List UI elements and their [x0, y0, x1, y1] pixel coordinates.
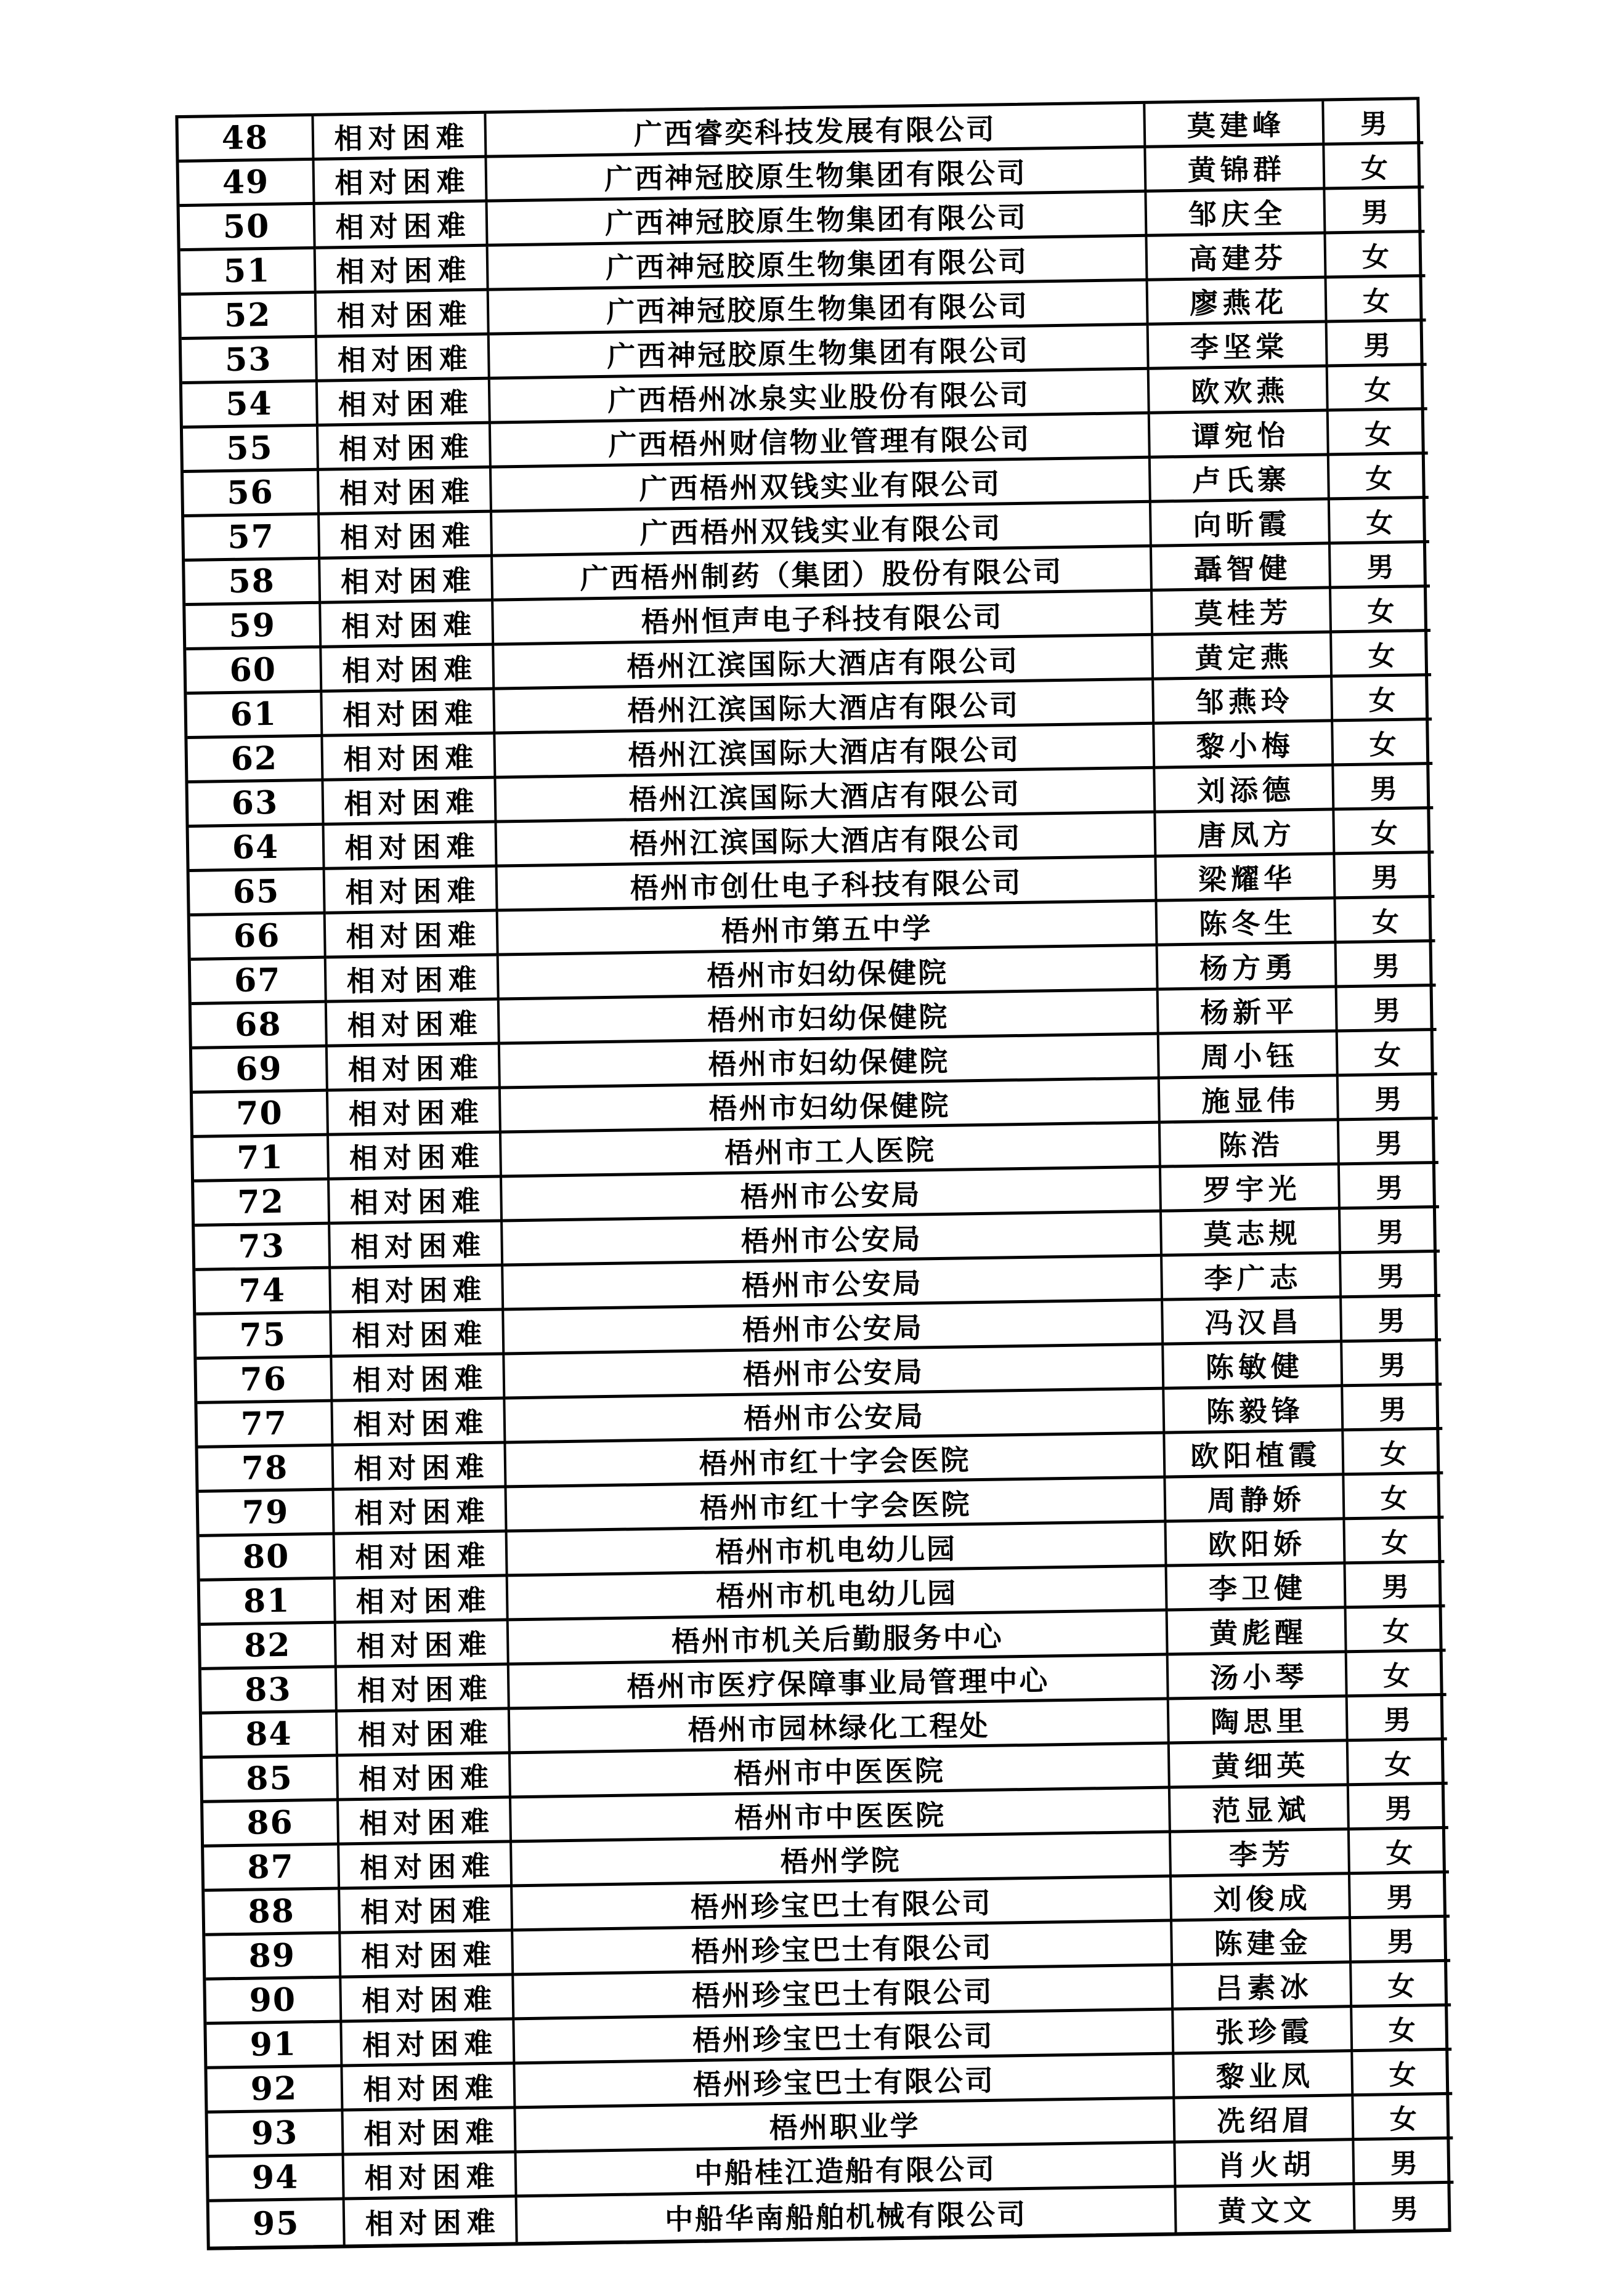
gender-cell: 男	[1331, 543, 1430, 589]
gender-cell: 女	[1353, 2051, 1452, 2096]
person-name-cell: 欧阳娇	[1166, 1520, 1345, 1567]
gender-cell: 男	[1341, 1253, 1440, 1298]
company-cell: 广西神冠胶原生物集团有限公司	[488, 193, 1148, 247]
person-name-cell: 欧阳植霞	[1165, 1431, 1344, 1478]
person-name-cell: 欧欢燕	[1150, 367, 1329, 414]
person-name-cell: 聶智健	[1152, 544, 1331, 591]
status-cell: 相对困难	[333, 1399, 506, 1446]
person-name-cell: 莫桂芳	[1153, 589, 1332, 636]
row-number-cell: 90	[206, 1979, 342, 2025]
gender-cell: 女	[1352, 1962, 1451, 2008]
status-cell: 相对困难	[317, 291, 490, 338]
company-cell: 广西神冠胶原生物集团有限公司	[487, 148, 1146, 203]
status-cell: 相对困难	[337, 1665, 510, 1712]
gender-cell: 女	[1325, 144, 1424, 190]
company-cell: 梧州学院	[512, 1833, 1172, 1887]
status-cell: 相对困难	[336, 1621, 509, 1668]
status-cell: 相对困难	[339, 1843, 513, 1890]
company-cell: 广西梧州制药（集团）股份有限公司	[493, 548, 1153, 602]
status-cell: 相对困难	[342, 2020, 515, 2067]
company-cell: 梧州市妇幼保健院	[500, 1035, 1160, 1089]
company-cell: 广西神冠胶原生物集团有限公司	[489, 237, 1148, 291]
row-number-cell: 66	[190, 915, 327, 961]
row-number-cell: 67	[191, 959, 327, 1005]
row-number-cell: 64	[189, 826, 325, 872]
status-cell: 相对困难	[338, 1710, 511, 1756]
row-number-cell: 91	[206, 2023, 343, 2069]
person-name-cell: 莫建峰	[1145, 102, 1325, 148]
status-cell: 相对困难	[331, 1311, 505, 1357]
gender-cell: 男	[1348, 1696, 1447, 1742]
gender-cell: 女	[1328, 366, 1427, 411]
row-number-cell: 65	[190, 870, 326, 916]
company-cell: 梧州江滨国际大酒店有限公司	[495, 725, 1155, 779]
status-cell: 相对困难	[319, 424, 492, 471]
status-cell: 相对困难	[339, 1798, 512, 1845]
gender-cell: 女	[1331, 588, 1430, 633]
row-number-cell: 61	[187, 693, 323, 739]
person-name-cell: 陈浩	[1161, 1121, 1340, 1168]
company-cell: 广西神冠胶原生物集团有限公司	[489, 281, 1149, 336]
company-cell: 梧州市园林绿化工程处	[510, 1700, 1170, 1755]
gender-cell: 男	[1351, 1918, 1450, 1963]
company-cell: 梧州市中医医院	[511, 1789, 1171, 1843]
status-cell: 相对困难	[328, 1045, 501, 1092]
gender-cell: 男	[1342, 1341, 1442, 1387]
person-name-cell: 施显伟	[1160, 1077, 1339, 1123]
status-cell: 相对困难	[330, 1178, 503, 1224]
company-cell: 梧州珍宝巴士有限公司	[513, 1877, 1172, 1931]
row-number-cell: 95	[209, 2200, 346, 2246]
row-number-cell: 52	[181, 294, 317, 340]
company-cell: 梧州市创仕电子科技有限公司	[498, 858, 1158, 912]
gender-cell: 女	[1332, 632, 1431, 677]
company-cell: 梧州市妇幼保健院	[501, 1080, 1161, 1134]
status-cell: 相对困难	[320, 557, 493, 604]
gender-cell: 男	[1349, 1785, 1448, 1830]
row-number-cell: 60	[186, 649, 322, 695]
gender-cell: 男	[1350, 1874, 1450, 1919]
gender-cell: 女	[1333, 676, 1432, 722]
person-name-cell: 黄细英	[1170, 1742, 1349, 1789]
company-cell: 梧州市妇幼保健院	[499, 947, 1159, 1001]
person-name-cell: 黄锦群	[1146, 145, 1325, 192]
person-name-cell: 邹燕玲	[1154, 677, 1333, 724]
gender-cell: 女	[1333, 721, 1432, 766]
row-number-cell: 55	[183, 427, 319, 473]
status-cell: 相对困难	[325, 868, 498, 915]
status-cell: 相对困难	[341, 1931, 514, 1978]
row-number-cell: 78	[198, 1447, 335, 1493]
company-cell: 梧州市医疗保障事业局管理中心	[509, 1656, 1169, 1710]
gender-cell: 女	[1345, 1519, 1444, 1564]
person-name-cell: 罗宇光	[1161, 1165, 1341, 1212]
row-number-cell: 58	[185, 560, 321, 606]
status-cell: 相对困难	[328, 1089, 501, 1136]
person-name-cell: 冯汉昌	[1163, 1298, 1342, 1345]
row-number-cell: 81	[200, 1580, 336, 1626]
status-cell: 相对困难	[333, 1444, 506, 1490]
status-cell: 相对困难	[331, 1266, 504, 1313]
person-name-cell: 李芳	[1171, 1830, 1350, 1877]
status-cell: 相对困难	[340, 1887, 513, 1934]
gender-cell: 女	[1350, 1829, 1449, 1875]
gender-cell: 女	[1334, 809, 1434, 855]
row-number-cell: 62	[187, 737, 323, 783]
row-number-cell: 51	[181, 249, 317, 296]
company-cell: 梧州市工人医院	[501, 1124, 1161, 1178]
person-name-cell: 唐凤方	[1156, 810, 1335, 857]
row-number-cell: 53	[182, 338, 318, 384]
company-cell: 中船桂江造船有限公司	[517, 2143, 1177, 2197]
person-name-cell: 向昕霞	[1151, 500, 1331, 547]
status-cell: 相对困难	[344, 2109, 517, 2156]
company-cell: 梧州市机电幼儿园	[508, 1567, 1168, 1622]
person-name-cell: 陈冬生	[1158, 899, 1337, 946]
company-cell: 广西梧州财信物业管理有限公司	[491, 414, 1151, 469]
row-number-cell: 76	[197, 1358, 333, 1404]
gender-cell: 男	[1334, 765, 1433, 810]
person-name-cell: 吕素冰	[1173, 1963, 1352, 2010]
person-name-cell: 李卫健	[1167, 1564, 1347, 1611]
status-cell: 相对困难	[316, 247, 489, 294]
person-name-cell: 周小钰	[1159, 1032, 1339, 1079]
person-name-cell: 汤小琴	[1169, 1653, 1348, 1700]
gender-cell: 女	[1347, 1652, 1447, 1697]
row-number-cell: 94	[209, 2156, 345, 2202]
company-cell: 梧州市公安局	[503, 1213, 1163, 1267]
status-cell: 相对困难	[329, 1133, 502, 1180]
person-name-cell: 黄文文	[1176, 2185, 1355, 2232]
status-cell: 相对困难	[321, 602, 494, 649]
row-number-cell: 49	[179, 161, 315, 207]
company-cell: 梧州市公安局	[503, 1257, 1163, 1311]
row-number-cell: 84	[202, 1713, 338, 1759]
gender-cell: 男	[1337, 942, 1436, 988]
person-name-cell: 陶思里	[1169, 1697, 1349, 1744]
person-name-cell: 周静娇	[1166, 1476, 1345, 1522]
person-name-cell: 范显斌	[1171, 1786, 1350, 1833]
gender-cell: 男	[1324, 100, 1423, 145]
gender-cell: 男	[1339, 1075, 1438, 1121]
row-number-cell: 89	[205, 1934, 341, 1981]
status-cell: 相对困难	[323, 735, 496, 782]
gender-cell: 女	[1352, 2007, 1451, 2052]
gender-cell: 男	[1339, 1120, 1438, 1165]
gender-cell: 男	[1354, 2140, 1453, 2185]
person-name-cell: 陈建金	[1172, 1919, 1352, 1966]
status-cell: 相对困难	[325, 823, 498, 870]
gender-cell: 女	[1336, 898, 1435, 944]
person-name-cell: 廖燕花	[1148, 278, 1328, 325]
company-cell: 中船华南船舶机械有限公司	[517, 2188, 1177, 2242]
company-cell: 广西睿奕科技发展有限公司	[486, 104, 1146, 158]
status-cell: 相对困难	[314, 114, 487, 161]
person-name-cell: 冼绍眉	[1175, 2096, 1354, 2143]
company-cell: 广西梧州冰泉实业股份有限公司	[490, 370, 1150, 424]
gender-cell: 男	[1328, 321, 1427, 367]
gender-cell: 男	[1341, 1208, 1440, 1254]
row-number-cell: 72	[194, 1181, 330, 1227]
status-cell: 相对困难	[330, 1222, 503, 1269]
status-cell: 相对困难	[315, 203, 489, 249]
gender-cell: 女	[1327, 277, 1426, 323]
company-cell: 广西神冠胶原生物集团有限公司	[490, 326, 1150, 380]
person-name-cell: 刘俊成	[1172, 1875, 1351, 1922]
gender-cell: 女	[1329, 455, 1429, 500]
person-name-cell: 李坚棠	[1149, 323, 1328, 370]
row-number-cell: 79	[199, 1491, 335, 1537]
company-cell: 梧州市红十字会医院	[506, 1434, 1166, 1489]
status-cell: 相对困难	[322, 646, 495, 693]
status-cell: 相对困难	[320, 513, 493, 560]
company-cell: 广西梧州双钱实业有限公司	[492, 459, 1151, 513]
person-name-cell: 刘添德	[1155, 766, 1334, 813]
company-cell: 梧州江滨国际大酒店有限公司	[496, 769, 1156, 823]
status-cell: 相对困难	[345, 2197, 518, 2244]
company-cell: 梧州市公安局	[505, 1390, 1165, 1444]
row-number-cell: 74	[195, 1269, 331, 1316]
person-name-cell: 黄定燕	[1153, 633, 1333, 680]
status-cell: 相对困难	[323, 779, 497, 826]
row-number-cell: 82	[201, 1624, 337, 1670]
gender-cell: 女	[1344, 1430, 1443, 1476]
person-name-cell: 卢氏寨	[1151, 456, 1330, 503]
company-cell: 梧州江滨国际大酒店有限公司	[494, 636, 1154, 690]
row-number-cell: 85	[203, 1757, 339, 1803]
company-cell: 梧州珍宝巴士有限公司	[514, 2010, 1174, 2064]
company-cell: 梧州市中医医院	[511, 1745, 1171, 1799]
status-cell: 相对困难	[315, 158, 488, 205]
status-cell: 相对困难	[335, 1488, 508, 1535]
gender-cell: 男	[1335, 854, 1434, 899]
gender-cell: 男	[1346, 1563, 1445, 1609]
person-name-cell: 莫志规	[1162, 1210, 1341, 1256]
person-name-cell: 谭宛怡	[1150, 411, 1329, 458]
gender-cell: 女	[1338, 1031, 1437, 1077]
person-name-cell: 黎业凤	[1174, 2052, 1353, 2099]
status-cell: 相对困难	[326, 912, 499, 959]
company-cell: 广西梧州双钱实业有限公司	[492, 503, 1152, 557]
gender-cell: 男	[1342, 1297, 1441, 1343]
gender-cell: 男	[1390, 2193, 1419, 2226]
row-number-cell: 57	[184, 515, 320, 562]
company-cell: 梧州市红十字会医院	[507, 1479, 1167, 1533]
status-cell: 相对困难	[317, 336, 490, 382]
row-number-cell: 73	[195, 1225, 331, 1271]
company-cell: 梧州珍宝巴士有限公司	[513, 1922, 1173, 1976]
status-cell: 相对困难	[318, 380, 491, 427]
person-name-cell: 杨新平	[1159, 988, 1338, 1035]
gender-cell: 女	[1347, 1607, 1446, 1653]
gender-cell: 女	[1326, 233, 1425, 278]
status-cell: 相对困难	[319, 469, 492, 515]
person-name-cell: 肖火胡	[1175, 2141, 1355, 2188]
company-cell: 梧州江滨国际大酒店有限公司	[495, 681, 1154, 735]
status-cell: 相对困难	[335, 1532, 508, 1579]
person-name-cell: 邹庆全	[1146, 190, 1326, 236]
row-number-cell: 69	[192, 1048, 328, 1094]
roster-table	[175, 97, 1451, 2250]
row-number-cell: 92	[207, 2067, 343, 2113]
gender-cell: 男	[1337, 987, 1437, 1032]
company-cell: 梧州市机关后勤服务中心	[509, 1612, 1169, 1666]
gender-cell: 女	[1344, 1474, 1443, 1520]
row-number-cell: 63	[188, 782, 324, 828]
person-name-cell: 高建芬	[1148, 234, 1327, 281]
row-number-cell: 71	[193, 1136, 330, 1182]
roster-grid	[175, 97, 1451, 2250]
row-number-cell: 83	[201, 1668, 338, 1715]
status-cell: 相对困难	[341, 1976, 514, 2023]
row-number-cell: 48	[178, 116, 314, 163]
person-name-cell: 陈敏健	[1164, 1343, 1343, 1389]
row-number-cell: 70	[193, 1092, 329, 1138]
person-name-cell: 梁耀华	[1156, 855, 1336, 902]
gender-cell: 女	[1353, 2095, 1453, 2141]
row-number-cell: 50	[180, 205, 316, 251]
status-cell: 相对困难	[322, 690, 495, 737]
company-cell: 梧州职业学	[516, 2099, 1175, 2153]
status-cell: 相对困难	[343, 2064, 516, 2111]
person-name-cell: 黄彪醒	[1168, 1609, 1347, 1655]
person-name-cell: 李广志	[1163, 1254, 1342, 1301]
row-number-cell: 56	[184, 471, 320, 517]
row-number-cell: 59	[185, 604, 322, 650]
person-name-cell: 黎小梅	[1154, 722, 1334, 769]
company-cell: 梧州江滨国际大酒店有限公司	[497, 814, 1157, 868]
status-cell: 相对困难	[336, 1577, 509, 1623]
company-cell: 梧州恒声电子科技有限公司	[493, 592, 1153, 646]
row-number-cell: 86	[203, 1801, 339, 1848]
gender-cell: 女	[1329, 410, 1428, 456]
gender-cell: 女	[1330, 499, 1429, 544]
company-cell: 梧州市公安局	[504, 1301, 1164, 1356]
status-cell: 相对困难	[332, 1355, 505, 1402]
gender-cell: 男	[1343, 1386, 1442, 1431]
status-cell: 相对困难	[327, 956, 500, 1003]
status-cell: 相对困难	[338, 1754, 511, 1801]
person-name-cell: 陈毅锋	[1164, 1387, 1344, 1434]
row-number-cell: 77	[197, 1402, 333, 1449]
company-cell: 梧州市公安局	[502, 1168, 1162, 1223]
row-number-cell: 87	[204, 1846, 340, 1892]
row-number-cell: 88	[205, 1890, 341, 1936]
person-name-cell: 杨方勇	[1158, 944, 1337, 990]
company-cell: 梧州市公安局	[505, 1346, 1164, 1400]
company-cell: 梧州珍宝巴士有限公司	[514, 1966, 1174, 2020]
row-number-cell: 68	[192, 1003, 328, 1049]
row-number-cell: 80	[200, 1535, 336, 1582]
status-cell: 相对困难	[344, 2153, 517, 2200]
row-number-cell: 93	[208, 2111, 344, 2157]
row-number-cell: 54	[182, 382, 319, 429]
gender-cell: 男	[1340, 1164, 1439, 1210]
gender-cell: 女	[1349, 1740, 1448, 1786]
status-cell: 相对困难	[327, 1001, 500, 1048]
company-cell: 梧州市第五中学	[498, 902, 1158, 956]
gender-cell: 男	[1325, 188, 1424, 234]
company-cell: 梧州市机电幼儿园	[508, 1523, 1167, 1577]
person-name-cell: 张珍霞	[1174, 2008, 1353, 2055]
company-cell: 梧州珍宝巴士有限公司	[515, 2055, 1175, 2109]
company-cell: 梧州市妇幼保健院	[500, 991, 1159, 1045]
row-number-cell: 75	[196, 1314, 332, 1360]
